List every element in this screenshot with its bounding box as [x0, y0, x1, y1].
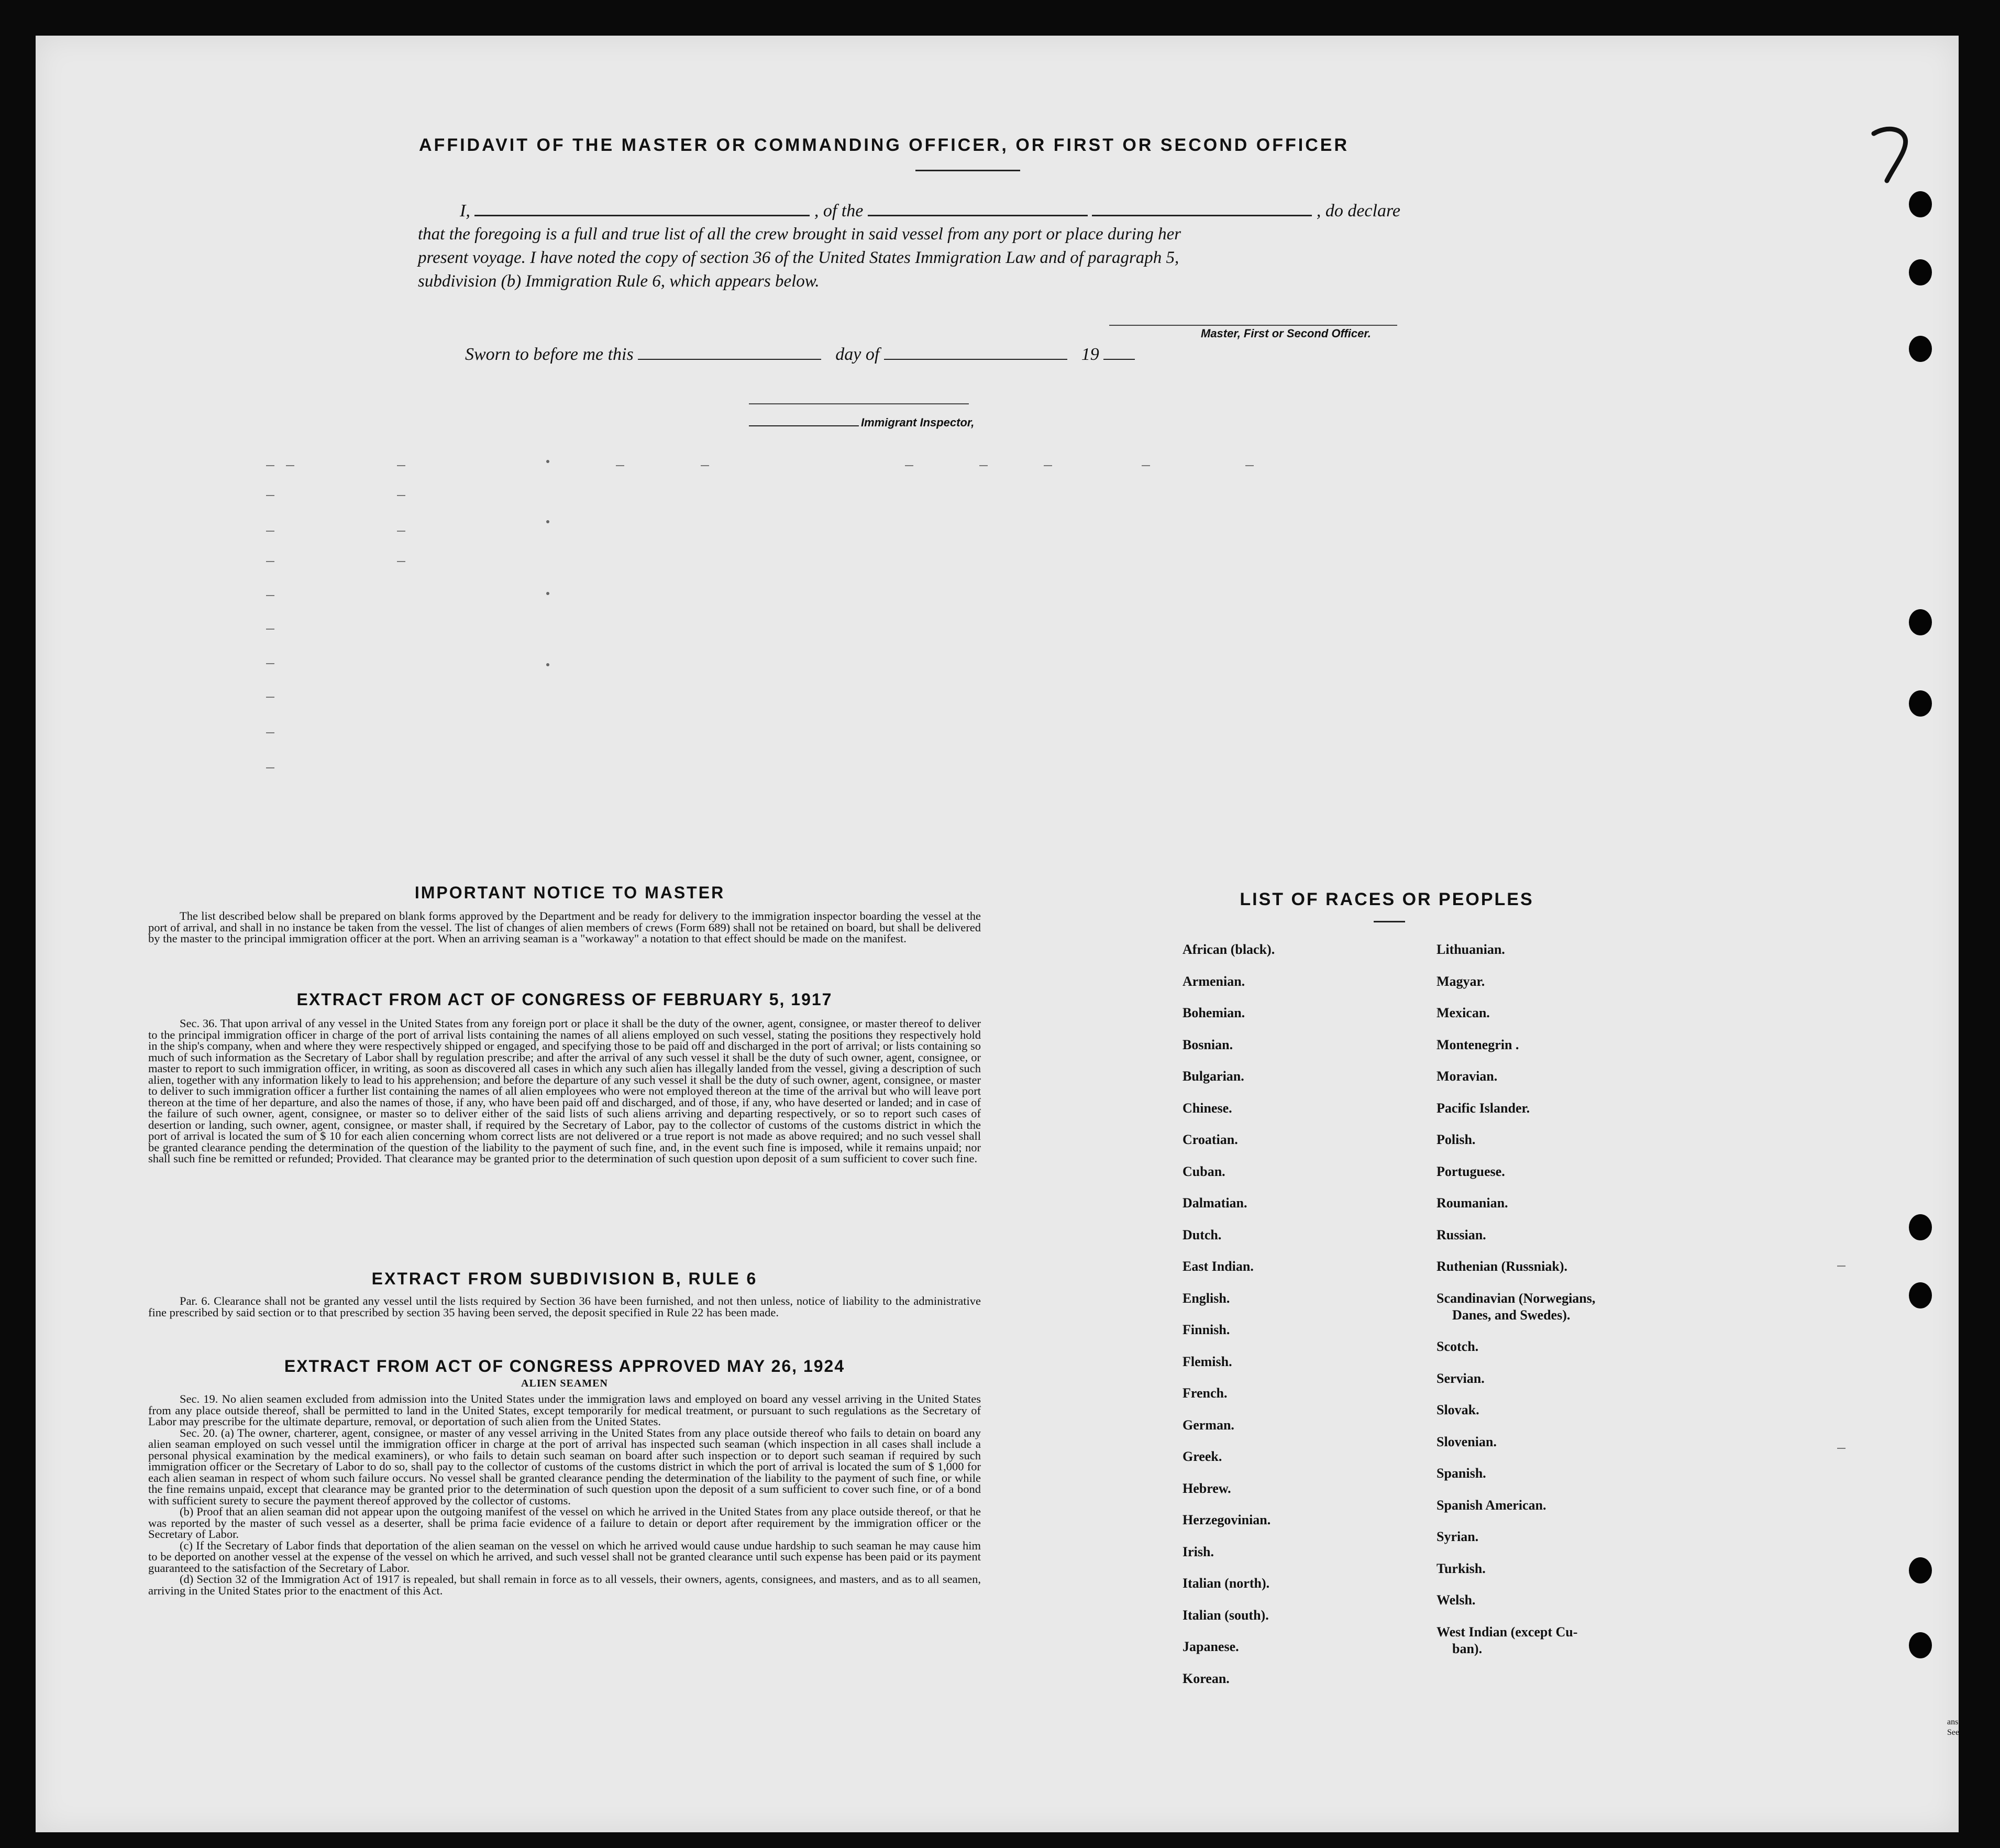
- title-underline: [915, 170, 1020, 171]
- extract-1917-heading: EXTRACT FROM ACT OF CONGRESS OF FEBRUARY 5, 1917: [296, 990, 833, 1009]
- race-entry: Croatian.: [1183, 1132, 1238, 1147]
- rule6-body: [148, 1295, 981, 1318]
- sworn-year-blank[interactable]: [1103, 354, 1135, 360]
- race-entry: Montenegrin .: [1437, 1037, 1519, 1052]
- declaration-line-2: that the foregoing is a full and true list of all the crew brought in said vessel from any port or place during her: [418, 225, 1181, 244]
- race-entry: Dutch.: [1183, 1227, 1222, 1242]
- section-19-text: Sec. 19. No alien seamen excluded from admission into the United States under the immigration laws and employed on board any vessel arriving in the United States from any place outside thereof, shall be permitted to land in the United States, except temporarily for medical treatment, or pursuant to such regulations as the Secretary of Labor may prescribe for the ultimate departure, removal, or deportation of such alien from the United States.: [148, 1392, 981, 1428]
- race-entry: Japanese.: [1183, 1639, 1239, 1654]
- race-entry: East Indian.: [1183, 1259, 1254, 1274]
- races-column-1: [1183, 942, 1275, 1702]
- rule6-heading: EXTRACT FROM SUBDIVISION B, RULE 6: [371, 1269, 758, 1288]
- do-declare-label: , do declare: [1316, 201, 1401, 221]
- race-entry: Slovenian.: [1437, 1434, 1497, 1449]
- affidavit-title: AFFIDAVIT OF THE MASTER OR COMMANDING OFFICER, OR FIRST OR SECOND OFFICER: [419, 135, 1349, 155]
- race-entry: West Indian (except Cu-: [1437, 1624, 1578, 1640]
- races-heading: LIST OF RACES OR PEOPLES: [1240, 889, 1534, 909]
- sworn-month-blank[interactable]: [884, 354, 1067, 360]
- race-entry: Bulgarian.: [1183, 1069, 1244, 1084]
- inspector-signature-blank[interactable]: [749, 422, 859, 426]
- race-entry: Scandinavian (Norwegians,: [1437, 1290, 1596, 1306]
- race-entry: Scotch.: [1437, 1339, 1479, 1354]
- section-20a-text: Sec. 20. (a) The owner, charterer, agent, consignee, or master of any vessel arriving in the United States from any place outside thereof who fails to detain on board any alien seaman employed on such vessel until the immigration officer in charge at the port of arrival has inspected such seaman (which inspection in all cases shall include a personal physical examination by the medical examiners), or who fails to detain such seaman on board after such inspection or to deport such seaman if required by such immigration officer or the Secretary of Labor to do so, shall pay to the collector of customs of the customs district in which the port of arrival is located the sum of $ 1,000 for each alien seaman in respect of whom such failure occurs. No vessel shall be granted clearance pending the determination of the liability to the payment of such fine, or while the fine remains unpaid, except that clearance may be granted prior to the determination of such question upon the deposit of a sum sufficient to cover such fine, or of a bond with sufficient surety to secure the payment thereof approved by the collector of customs.: [148, 1426, 981, 1507]
- declaration-line-4: subdivision (b) Immigration Rule 6, which appears below.: [418, 272, 820, 291]
- year-prefix: 19: [1081, 345, 1099, 364]
- race-entry: Herzegovinian.: [1183, 1512, 1271, 1527]
- section-20b-text: (b) Proof that an alien seaman did not appear upon the outgoing manifest of the vessel on which he arrived in the United States from any place outside thereof, or that he was reported by the master of such vessel as a deserter, shall be prima facie evidence of a failure to detain or deport after requirement by the immigration officer or the Secretary of Labor.: [148, 1505, 981, 1541]
- punch-hole: [1909, 609, 1932, 635]
- race-entry: Welsh.: [1437, 1592, 1476, 1608]
- race-entry: Spanish American.: [1437, 1497, 1546, 1513]
- master-signature-line[interactable]: [1109, 325, 1397, 326]
- race-entry: Turkish.: [1437, 1560, 1486, 1576]
- document-page: [36, 36, 1959, 1832]
- race-entry: Magyar.: [1437, 973, 1485, 989]
- race-entry: Italian (north).: [1183, 1576, 1270, 1591]
- section-20c-text: (c) If the Secretary of Labor finds that deportation of the alien seaman on the vessel on which he arrived would cause undue hardship to such seaman he may cause him to be deported on another vessel at the expense of the vessel on which he arrived, and such vessel shall not be granted clearance until such expense has been paid or its payment guaranteed to the satisfaction of the Secretary of Labor.: [148, 1538, 981, 1575]
- race-entry: Greek.: [1183, 1449, 1222, 1464]
- race-entry: Moravian.: [1437, 1069, 1498, 1084]
- sworn-line: [465, 345, 1135, 365]
- race-entry: Italian (south).: [1183, 1607, 1269, 1623]
- race-entry: Finnish.: [1183, 1322, 1230, 1337]
- punch-hole: [1909, 1282, 1932, 1308]
- race-entry: Polish.: [1437, 1132, 1476, 1147]
- extract-1917-body: [148, 1018, 981, 1164]
- inspector-signature-row: [749, 416, 974, 430]
- race-entry: Pacific Islander.: [1437, 1100, 1530, 1116]
- race-entry: Armenian.: [1183, 973, 1245, 989]
- inspector-line-top[interactable]: [749, 403, 969, 404]
- race-entry: Slovak.: [1437, 1402, 1479, 1417]
- alien-seamen-subheading: ALIEN SEAMEN: [521, 1378, 608, 1389]
- vessel-blank-2[interactable]: [1092, 210, 1312, 216]
- of-the-label: , of the: [814, 201, 864, 221]
- race-entry: Bosnian.: [1183, 1037, 1233, 1052]
- races-heading-underline: [1374, 921, 1405, 922]
- race-entry: Syrian.: [1437, 1529, 1479, 1544]
- paragraph-6-text: Par. 6. Clearance shall not be granted any vessel until the lists required by Section 36 have been furnished, and not then unless, notice of liability to the administrative fine prescribed by said section or to that prescribed by section 35 having been served, the deposit specified in Rule 22 has been made.: [148, 1294, 981, 1319]
- affidavit-declaration: [418, 199, 1465, 293]
- punch-hole: [1909, 1632, 1932, 1658]
- race-entry: French.: [1183, 1385, 1228, 1401]
- punch-hole: [1909, 690, 1932, 717]
- sworn-label: Sworn to before me this: [465, 345, 634, 364]
- margin-fragment-line-1: ans: [1947, 1718, 1959, 1726]
- punch-hole: [1909, 191, 1932, 217]
- race-entry: Chinese.: [1183, 1100, 1232, 1116]
- race-entry: Dalmatian.: [1183, 1195, 1247, 1211]
- extract-1924-heading: EXTRACT FROM ACT OF CONGRESS APPROVED MAY 26, 1924: [284, 1357, 845, 1376]
- inspector-caption: Immigrant Inspector,: [861, 416, 975, 429]
- section-20d-text: (d) Section 32 of the Immigration Act of 1917 is repealed, but shall remain in force as to all vessels, their owners, agents, consignees, and masters, and as to all seamen, arriving in the United States prior to the enactment of this Act.: [148, 1572, 981, 1597]
- punch-hole: [1909, 1557, 1932, 1583]
- race-entry: Servian.: [1437, 1370, 1485, 1386]
- race-entry: Irish.: [1183, 1544, 1214, 1559]
- race-entry: Lithuanian.: [1437, 942, 1505, 957]
- race-entry: Korean.: [1183, 1670, 1230, 1686]
- notice-body: [148, 910, 981, 944]
- race-entry: Flemish.: [1183, 1354, 1232, 1369]
- punch-hole: [1909, 1214, 1932, 1240]
- sworn-day-blank[interactable]: [638, 354, 821, 360]
- race-entry: English.: [1183, 1290, 1230, 1306]
- declarant-name-blank[interactable]: [474, 210, 810, 216]
- handwritten-mark: [1863, 120, 1926, 189]
- race-entry: Mexican.: [1437, 1005, 1490, 1020]
- race-entry: Hebrew.: [1183, 1480, 1231, 1496]
- races-column-2: [1437, 942, 1595, 1673]
- day-of-label: day of: [835, 345, 880, 364]
- master-signature-caption: Master, First or Second Officer.: [1201, 327, 1371, 340]
- declaration-line-3: present voyage. I have noted the copy of section 36 of the United States Immigration Law and of paragraph 5,: [418, 248, 1179, 267]
- section-36-text: Sec. 36. That upon arrival of any vessel in the United States from any foreign port or place it shall be the duty of the owner, agent, consignee, or master thereof to deliver to the principal immigration officer in charge of the port of arrival lists containing the names of all aliens employed on such vessel, stating the positions they respectively hold in the ship's company, when and where they were respectively shipped or engaged, and specifying those to be paid off and discharged in the port of arrival; or lists containing so much of such information as the Secretary of Labor shall by regulation prescribe; and after the arrival of any such vessel it shall be the duty of such owner, agent, consignee, or master to report to such immigration officer, in writing, as soon as discovered all cases in which any such alien has illegally landed from the vessel, giving a description of such alien, together with any information likely to lead to his apprehension; and before the departure of any such vessel it shall be the duty of such owner, agent, consignee, or master to deliver to such immigration officer a further list containing the names of all alien employees who were not employed thereon at the time of the arrival but who will leave port thereon at the time of her departure, and also the names of those, if any, who have been paid off and discharged, and of those, if any, who have deserted or landed; and in case of the failure of such owner, agent, consignee, or master so to deliver either of the said lists of such aliens arriving and departing respectively, or so to report such cases of desertion or landing, such owner, agent, consignee, or master shall, if required by the Secretary of Labor, pay to the collector of customs of the customs district in which the port of arrival is located the sum of $ 10 for each alien concerning whom correct lists are not delivered or a true report is not made as above required; and no such vessel shall be granted clearance pending the determination of the question of the liability to the payment of such fine, and, in the event such fine is imposed, while it remains unpaid; nor shall such fine be remitted or refunded; Provided. That clearance may be granted prior to the determination of such question upon deposit of a sum sufficient to cover such fine.: [148, 1017, 981, 1165]
- race-entry: German.: [1183, 1417, 1234, 1433]
- race-entry: ban).: [1452, 1641, 1483, 1656]
- race-entry: Roumanian.: [1437, 1195, 1508, 1211]
- race-entry: Danes, and Swedes).: [1452, 1307, 1571, 1323]
- punch-hole: [1909, 259, 1932, 285]
- punch-hole: [1909, 336, 1932, 362]
- extract-1924-body: [148, 1393, 981, 1596]
- race-entry: Ruthenian (Russniak).: [1437, 1259, 1567, 1274]
- race-entry: Spanish.: [1437, 1466, 1486, 1481]
- race-entry: Cuban.: [1183, 1163, 1225, 1179]
- race-entry: Bohemian.: [1183, 1005, 1245, 1020]
- vessel-blank-1[interactable]: [868, 210, 1088, 216]
- race-entry: African (black).: [1183, 942, 1275, 957]
- race-entry: Portuguese.: [1437, 1163, 1505, 1179]
- notice-heading: IMPORTANT NOTICE TO MASTER: [414, 883, 725, 902]
- notice-text: The list described below shall be prepared on blank forms approved by the Department and be ready for delivery to the immigration inspector boarding the vessel at the port of arrival, and shall in no instance be taken from the vessel. The list of changes of alien members of crews (Form 689) shall not be retained on board, but shall be delivered by the master to the principal immigration officer at the port. When an arriving seaman is a "workaway" a notation to that effect should be made on the manifest.: [148, 909, 981, 945]
- margin-fragment: [1947, 1717, 1959, 1738]
- margin-fragment-line-2: See: [1947, 1728, 1960, 1737]
- race-entry: Russian.: [1437, 1227, 1486, 1242]
- declarant-i: I,: [460, 201, 470, 221]
